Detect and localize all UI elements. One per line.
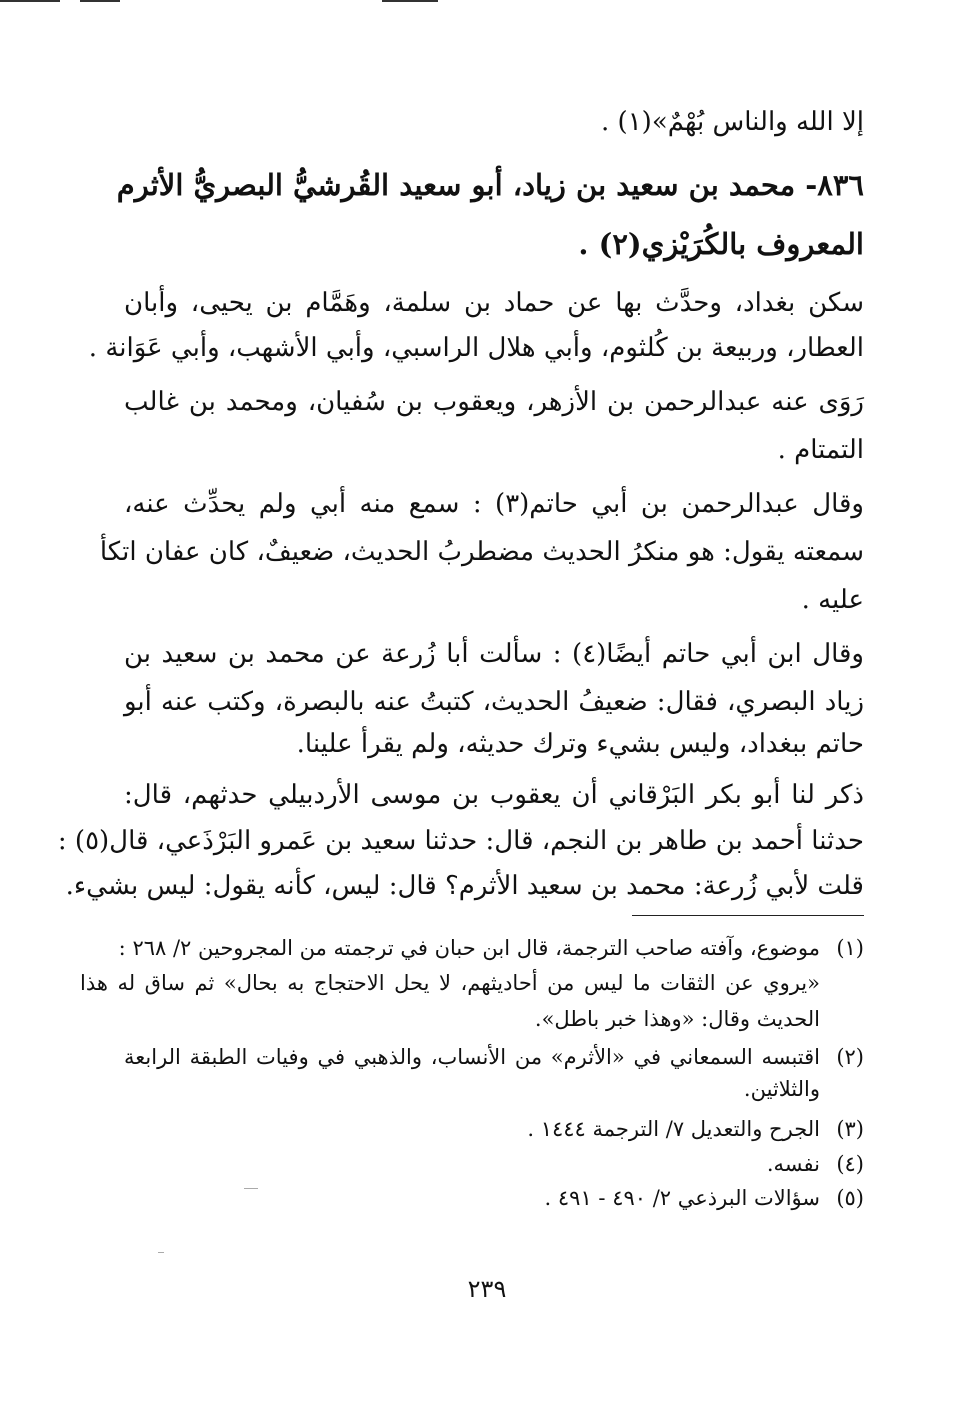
body-line: سكن بغداد، وحدَّث بها عن حماد بن سلمة، وهَمَّام بن يحيى، وأبان bbox=[124, 288, 864, 318]
footnote-number: (١) bbox=[836, 936, 864, 960]
body-line: زياد البصري، فقال: ضعيفُ الحديث، كتبتُ عنه بالبصرة، وكتب عنه أبو bbox=[124, 687, 865, 717]
body-line: العطار، وربيعة بن كُلثوم، وأبي هلال الراسبي، وأبي الأشهب، وأبي عَوَانة . bbox=[88, 333, 864, 363]
footnote-text: سؤالات البرذعي ٢/ ٤٩٠ - ٤٩١ . bbox=[544, 1186, 820, 1210]
body-line: التمتام . bbox=[777, 435, 864, 465]
body-line: عليه . bbox=[801, 585, 864, 615]
footnote-line: والثلاثين. bbox=[743, 1077, 820, 1101]
footnote-line bbox=[124, 1149, 864, 1179]
scan-edge-mark bbox=[382, 0, 438, 2]
entry-heading: ٨٣٦- محمد بن سعيد بن زياد، أبو سعيد القُرشيُّ البصريُّ الأثرم bbox=[116, 168, 864, 202]
footnote-line bbox=[124, 1042, 864, 1072]
body-line: ذكر لنا أبو بكر البَرْقاني أن يعقوب بن موسى الأردبيلي حدثهم، قال: bbox=[124, 780, 864, 810]
body-line: وقال عبدالرحمن بن أبي حاتم(٣) : سمع منه أبي ولم يحدِّث عنه، bbox=[124, 489, 864, 519]
footnote-text: موضوع، وآفته صاحب الترجمة، قال ابن حبان في ترجمته من المجروحين ٢/ ٢٦٨ : bbox=[118, 936, 820, 960]
body-line: حاتم ببغداد، وليس بشيء وترك حديثه، ولم يقرأ علينا. bbox=[296, 729, 864, 759]
footnote-line bbox=[124, 1114, 864, 1144]
footnote-number: (٣) bbox=[836, 1117, 864, 1141]
body-line: إلا الله والناس بُهْمٌ»(١) . bbox=[601, 107, 864, 137]
body-line: حدثنا أحمد بن طاهر بن النجم، قال: حدثنا سعيد بن عَمرو البَرْذَعي، قال(٥) : bbox=[57, 826, 864, 856]
body-line: قلت لأبي زُرعة: محمد بن سعيد الأثرم؟ قال: ليس، كأنه يقول: ليس بشيء. bbox=[65, 871, 864, 901]
footnote-separator bbox=[632, 915, 864, 916]
body-line: رَوَى عنه عبدالرحمن بن الأزهر، ويعقوب بن سُفيان، ومحمد بن غالب bbox=[124, 387, 864, 417]
body-line: سمعته يقول: هو منكرُ الحديث مضطربُ الحديث، ضعيفٌ، كان عفان اتكأ bbox=[99, 537, 864, 567]
footnote-line: الحديث وقال: «وهذا خبر باطل». bbox=[534, 1007, 820, 1031]
scan-edge-mark bbox=[0, 0, 60, 2]
footnote-number: (٥) bbox=[836, 1186, 864, 1210]
scan-edge-mark bbox=[80, 0, 120, 2]
footnote-line: «يروي عن الثقات ما ليس من أحاديثهم، لا يحل الاحتجاج به بحال» ثم ساق له هذا bbox=[80, 971, 820, 995]
footnote-number: (٢) bbox=[836, 1045, 864, 1069]
page-number: ٢٣٩ bbox=[467, 1275, 507, 1303]
footnote-line bbox=[124, 1183, 864, 1213]
scan-speck bbox=[158, 1252, 164, 1253]
footnote-text: الجرح والتعديل ٧/ الترجمة ١٤٤٤ . bbox=[527, 1117, 820, 1141]
footnote-text: نفسه. bbox=[766, 1152, 820, 1176]
footnote-number: (٤) bbox=[836, 1152, 864, 1176]
entry-heading: المعروف بالكُرَيْزي(٢) . bbox=[578, 227, 864, 261]
scan-speck bbox=[244, 1188, 258, 1189]
footnote-text: اقتبسه السمعاني في «الأثرم» من الأنساب، والذهبي في وفيات الطبقة الرابعة bbox=[124, 1045, 820, 1069]
footnote-line bbox=[118, 933, 864, 963]
body-line: وقال ابن أبي حاتم أيضًا(٤) : سألت أبا زُرعة عن محمد بن سعيد بن bbox=[124, 639, 864, 669]
